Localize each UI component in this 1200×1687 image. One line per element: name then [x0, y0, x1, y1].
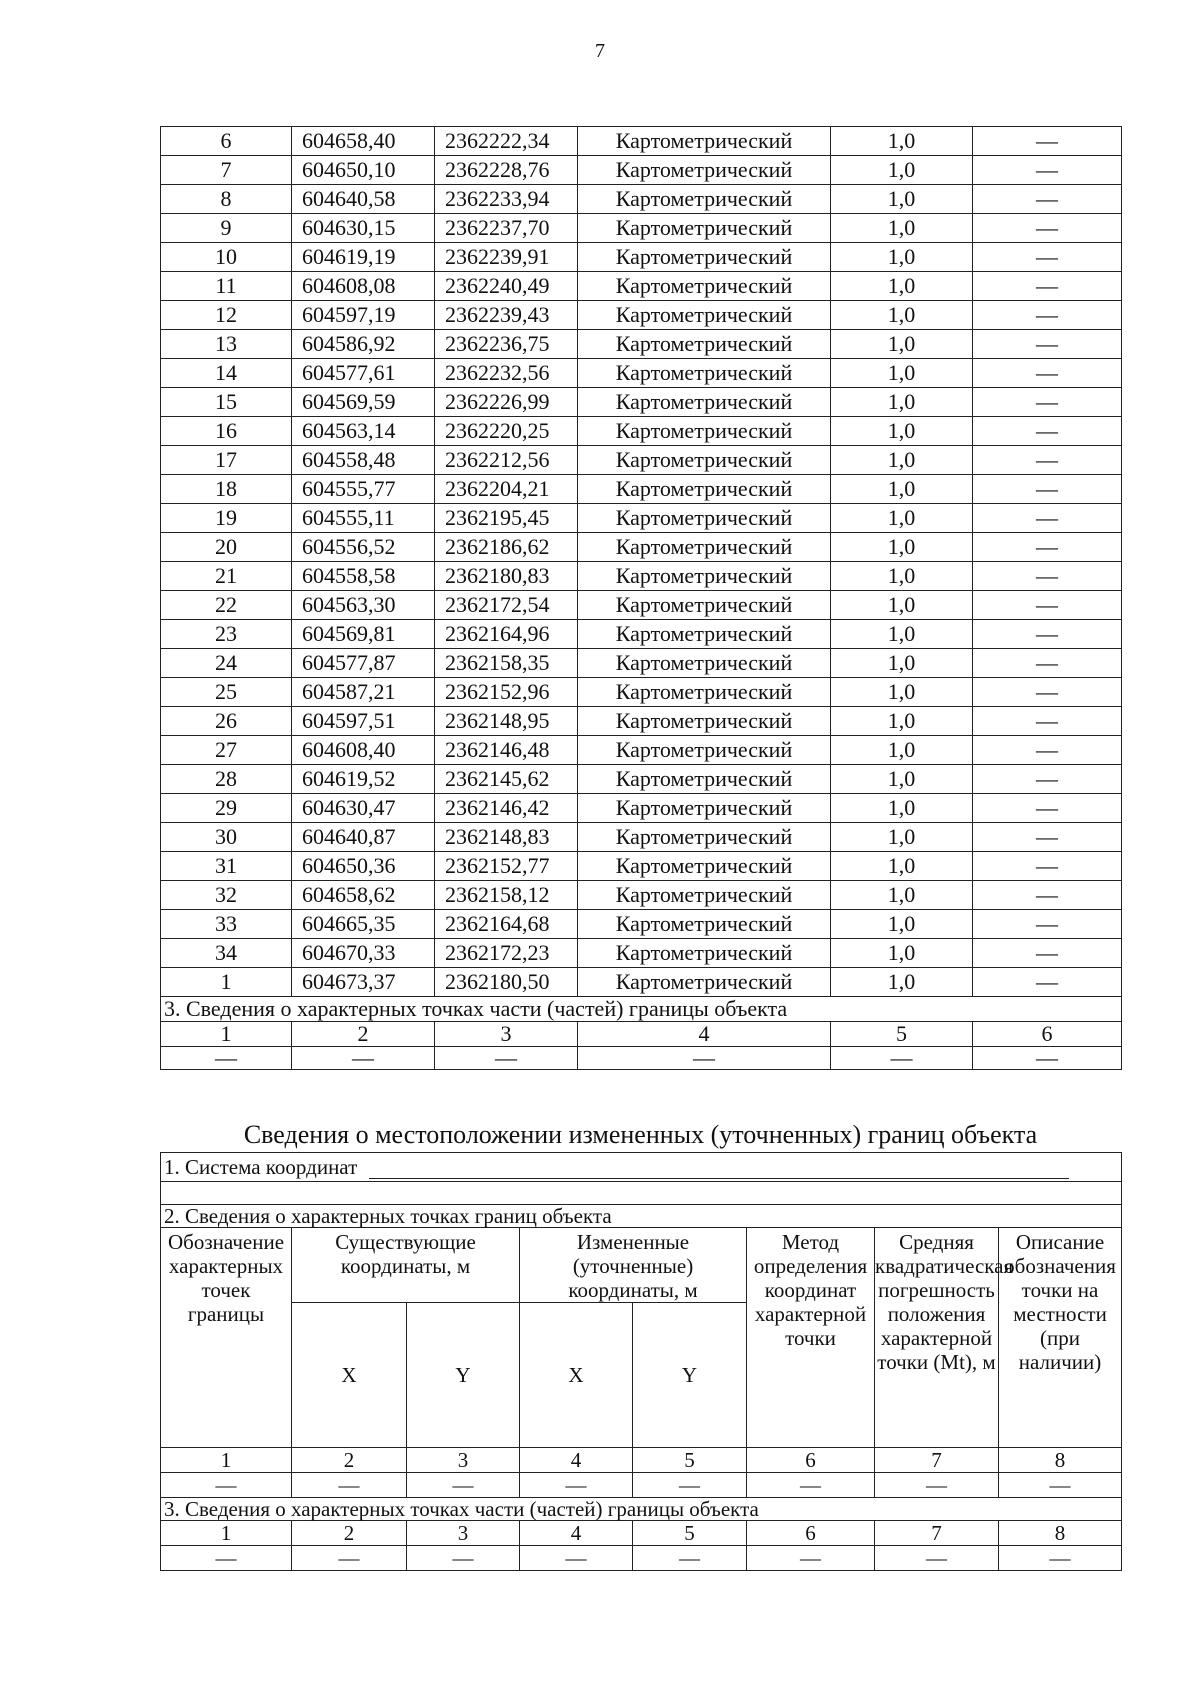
- header-method: Метод определения координат характерной точки: [747, 1228, 875, 1448]
- table-cell: 604558,58: [292, 562, 435, 591]
- table-cell: Картометрический: [578, 678, 831, 707]
- table-cell: 2362220,25: [435, 417, 578, 446]
- table-cell: 11: [161, 272, 292, 301]
- table-cell: 2362172,23: [435, 939, 578, 968]
- table-cell: —: [973, 388, 1122, 417]
- table-cell: 1,0: [831, 533, 973, 562]
- column-number: 6: [973, 1022, 1122, 1047]
- table-cell: —: [973, 475, 1122, 504]
- table-cell: 7: [161, 156, 292, 185]
- table-cell: 1,0: [831, 504, 973, 533]
- table-cell: 1,0: [831, 939, 973, 968]
- parts-section-title: 3. Сведения о характерных точках части (частей) границы объекта: [161, 997, 1122, 1022]
- table-cell: 1: [161, 968, 292, 997]
- table-cell: 9: [161, 214, 292, 243]
- table-row: [161, 330, 1122, 359]
- table-cell: 2362226,99: [435, 388, 578, 417]
- table-row: [161, 707, 1122, 736]
- page-number: 7: [595, 40, 605, 62]
- table-cell: 2362233,94: [435, 185, 578, 214]
- table-cell: 1,0: [831, 417, 973, 446]
- column-number: 2: [292, 1448, 407, 1473]
- column-number: 1: [161, 1521, 292, 1546]
- table-row: [161, 359, 1122, 388]
- header-changed-x: X: [520, 1303, 633, 1448]
- column-number: 4: [520, 1521, 633, 1546]
- table-cell: 1,0: [831, 214, 973, 243]
- table-cell: 17: [161, 446, 292, 475]
- dash-cell: —: [973, 1047, 1122, 1070]
- column-number: 3: [407, 1448, 520, 1473]
- table-cell: —: [973, 968, 1122, 997]
- table-cell: 604673,37: [292, 968, 435, 997]
- dash-cell: —: [999, 1546, 1122, 1571]
- table-cell: —: [973, 881, 1122, 910]
- dash-cell: —: [161, 1473, 292, 1498]
- table-cell: 604619,52: [292, 765, 435, 794]
- table-row: [161, 794, 1122, 823]
- table-row: [161, 736, 1122, 765]
- table-cell: 2362148,83: [435, 823, 578, 852]
- table-cell: —: [973, 794, 1122, 823]
- table-cell: 2362145,62: [435, 765, 578, 794]
- table-cell: 604670,33: [292, 939, 435, 968]
- blank-row: [161, 1182, 1122, 1205]
- table-cell: Картометрический: [578, 359, 831, 388]
- table-cell: Картометрический: [578, 214, 831, 243]
- dash-cell: —: [747, 1546, 875, 1571]
- dash-cell: —: [633, 1546, 747, 1571]
- table-cell: 1,0: [831, 591, 973, 620]
- table-row: [161, 591, 1122, 620]
- column-number: 4: [578, 1022, 831, 1047]
- table-cell: 21: [161, 562, 292, 591]
- table-cell: Картометрический: [578, 939, 831, 968]
- table-cell: 604597,19: [292, 301, 435, 330]
- table-cell: 2362180,50: [435, 968, 578, 997]
- table-row: [161, 504, 1122, 533]
- table-cell: —: [973, 330, 1122, 359]
- points-section-title: 2. Сведения о характерных точках границ объекта: [161, 1205, 1122, 1228]
- table-row: [161, 852, 1122, 881]
- table-cell: 2362232,56: [435, 359, 578, 388]
- table-cell: Картометрический: [578, 562, 831, 591]
- table-cell: 604563,30: [292, 591, 435, 620]
- column-number: 1: [161, 1448, 292, 1473]
- table-cell: 604555,11: [292, 504, 435, 533]
- table-cell: 604569,81: [292, 620, 435, 649]
- table-row: [161, 214, 1122, 243]
- table-cell: 1,0: [831, 301, 973, 330]
- table-cell: —: [973, 939, 1122, 968]
- table-cell: 23: [161, 620, 292, 649]
- table-row: [161, 475, 1122, 504]
- table-cell: Картометрический: [578, 794, 831, 823]
- table-cell: 32: [161, 881, 292, 910]
- table-cell: 1,0: [831, 243, 973, 272]
- table-cell: 2362237,70: [435, 214, 578, 243]
- table-cell: 1,0: [831, 185, 973, 214]
- table-cell: 14: [161, 359, 292, 388]
- table-cell: 604658,62: [292, 881, 435, 910]
- table-cell: 1,0: [831, 823, 973, 852]
- column-number: 6: [747, 1448, 875, 1473]
- table-row: [161, 417, 1122, 446]
- table-cell: Картометрический: [578, 504, 831, 533]
- table-cell: 1,0: [831, 446, 973, 475]
- table-row: [161, 301, 1122, 330]
- table-cell: 22: [161, 591, 292, 620]
- table-cell: Картометрический: [578, 910, 831, 939]
- column-number: 5: [633, 1521, 747, 1546]
- table-cell: 6: [161, 127, 292, 156]
- table-cell: Картометрический: [578, 533, 831, 562]
- table-cell: Картометрический: [578, 243, 831, 272]
- table-cell: Картометрический: [578, 475, 831, 504]
- table-cell: —: [973, 562, 1122, 591]
- column-number: 2: [292, 1022, 435, 1047]
- table-cell: —: [973, 301, 1122, 330]
- table-cell: 604569,59: [292, 388, 435, 417]
- table-cell: Картометрический: [578, 707, 831, 736]
- table-cell: —: [973, 243, 1122, 272]
- table-cell: —: [973, 533, 1122, 562]
- table-row: [161, 446, 1122, 475]
- table-cell: —: [973, 185, 1122, 214]
- table-cell: Картометрический: [578, 272, 831, 301]
- table-cell: 604630,15: [292, 214, 435, 243]
- dash-cell: —: [292, 1473, 407, 1498]
- boundary-points-table: [160, 126, 1122, 1070]
- table-cell: 604608,40: [292, 736, 435, 765]
- table-row: [161, 185, 1122, 214]
- table-cell: —: [973, 707, 1122, 736]
- dash-cell: —: [633, 1473, 747, 1498]
- table-cell: 1,0: [831, 359, 973, 388]
- table-cell: 1,0: [831, 852, 973, 881]
- dash-cell: —: [875, 1473, 999, 1498]
- table-row: [161, 823, 1122, 852]
- table-cell: 2362158,12: [435, 881, 578, 910]
- table-cell: Картометрический: [578, 388, 831, 417]
- column-number: 7: [875, 1448, 999, 1473]
- table-cell: Картометрический: [578, 968, 831, 997]
- table-cell: 28: [161, 765, 292, 794]
- table-cell: —: [973, 591, 1122, 620]
- table-cell: 2362204,21: [435, 475, 578, 504]
- table-cell: —: [973, 678, 1122, 707]
- table-cell: 604556,52: [292, 533, 435, 562]
- table-row: [161, 533, 1122, 562]
- table-cell: —: [973, 620, 1122, 649]
- table-cell: 27: [161, 736, 292, 765]
- dash-cell: —: [407, 1473, 520, 1498]
- table-cell: 13: [161, 330, 292, 359]
- table-cell: 2362164,68: [435, 910, 578, 939]
- table-cell: 2362158,35: [435, 649, 578, 678]
- table-cell: 604586,92: [292, 330, 435, 359]
- table-cell: 2362164,96: [435, 620, 578, 649]
- table-cell: Картометрический: [578, 852, 831, 881]
- column-number: 5: [633, 1448, 747, 1473]
- table-row: [161, 562, 1122, 591]
- table-cell: Картометрический: [578, 736, 831, 765]
- table-cell: 604555,77: [292, 475, 435, 504]
- dash-cell: —: [999, 1473, 1122, 1498]
- table-cell: 604650,36: [292, 852, 435, 881]
- table-cell: —: [973, 156, 1122, 185]
- column-number: 3: [435, 1022, 578, 1047]
- coordinate-system-label: 1. Система координат: [164, 1155, 358, 1179]
- table-cell: 604658,40: [292, 127, 435, 156]
- dash-cell: —: [161, 1546, 292, 1571]
- table-cell: 604577,61: [292, 359, 435, 388]
- table-cell: 604650,10: [292, 156, 435, 185]
- table-cell: —: [973, 736, 1122, 765]
- table-cell: Картометрический: [578, 591, 831, 620]
- table-cell: —: [973, 765, 1122, 794]
- dash-cell: —: [435, 1047, 578, 1070]
- dash-cell: —: [875, 1546, 999, 1571]
- table-row: [161, 620, 1122, 649]
- table-cell: 2362222,34: [435, 127, 578, 156]
- table-cell: —: [973, 446, 1122, 475]
- table-cell: 1,0: [831, 620, 973, 649]
- header-existing: Существующие координаты, м: [292, 1228, 520, 1303]
- table-cell: 1,0: [831, 794, 973, 823]
- table-cell: —: [973, 649, 1122, 678]
- table-cell: Картометрический: [578, 417, 831, 446]
- table-cell: 2362186,62: [435, 533, 578, 562]
- table-cell: 604630,47: [292, 794, 435, 823]
- table-cell: Картометрический: [578, 185, 831, 214]
- table-cell: —: [973, 910, 1122, 939]
- dash-cell: —: [831, 1047, 973, 1070]
- table-cell: 2362240,49: [435, 272, 578, 301]
- table-row: [161, 881, 1122, 910]
- table-cell: 20: [161, 533, 292, 562]
- table-cell: Картометрический: [578, 881, 831, 910]
- table-cell: 1,0: [831, 678, 973, 707]
- header-designation: Обозначение характерных точек границы: [161, 1228, 292, 1448]
- table-cell: 1,0: [831, 968, 973, 997]
- table-cell: 2362146,42: [435, 794, 578, 823]
- coordinate-system-blank: [369, 1160, 1069, 1179]
- table-cell: Картометрический: [578, 301, 831, 330]
- table-cell: —: [973, 214, 1122, 243]
- table-cell: 604587,21: [292, 678, 435, 707]
- section-title: Сведения о местоположении измененных (уточненных) границ объекта: [243, 1120, 1038, 1149]
- table-cell: 16: [161, 417, 292, 446]
- table-cell: 33: [161, 910, 292, 939]
- table-cell: 2362239,91: [435, 243, 578, 272]
- table-cell: 10: [161, 243, 292, 272]
- table-cell: 604619,19: [292, 243, 435, 272]
- table-cell: 2362236,75: [435, 330, 578, 359]
- table-cell: 1,0: [831, 127, 973, 156]
- header-mt: Средняя квадратическая погрешность положения характерной точки (Mt), м: [875, 1228, 999, 1448]
- dash-cell: —: [520, 1546, 633, 1571]
- table-cell: 30: [161, 823, 292, 852]
- table-cell: 18: [161, 475, 292, 504]
- column-number: 8: [999, 1521, 1122, 1546]
- table-row: [161, 649, 1122, 678]
- table-cell: 2362172,54: [435, 591, 578, 620]
- table-cell: 1,0: [831, 562, 973, 591]
- table-cell: 1,0: [831, 330, 973, 359]
- table-cell: 2362195,45: [435, 504, 578, 533]
- dash-cell: —: [407, 1546, 520, 1571]
- table-cell: 8: [161, 185, 292, 214]
- table-cell: 1,0: [831, 649, 973, 678]
- table-cell: —: [973, 417, 1122, 446]
- header-changed-y: Y: [633, 1303, 747, 1448]
- column-number: 7: [875, 1521, 999, 1546]
- column-number: 1: [161, 1022, 292, 1047]
- table-cell: 2362239,43: [435, 301, 578, 330]
- table-cell: 31: [161, 852, 292, 881]
- table-cell: 1,0: [831, 736, 973, 765]
- table-row: [161, 127, 1122, 156]
- column-number: 3: [407, 1521, 520, 1546]
- table-cell: 2362228,76: [435, 156, 578, 185]
- table-cell: 19: [161, 504, 292, 533]
- table-cell: Картометрический: [578, 156, 831, 185]
- table-row: [161, 910, 1122, 939]
- column-number: 8: [999, 1448, 1122, 1473]
- table-cell: —: [973, 504, 1122, 533]
- table-row: [161, 678, 1122, 707]
- table-row: [161, 968, 1122, 997]
- table-cell: 1,0: [831, 156, 973, 185]
- table-cell: Картометрический: [578, 330, 831, 359]
- table-cell: 26: [161, 707, 292, 736]
- changed-boundaries-table: [160, 1152, 1122, 1571]
- table-cell: 12: [161, 301, 292, 330]
- table-cell: 2362152,77: [435, 852, 578, 881]
- column-number: 2: [292, 1521, 407, 1546]
- table-cell: 2362152,96: [435, 678, 578, 707]
- table-cell: 604597,51: [292, 707, 435, 736]
- table-cell: 15: [161, 388, 292, 417]
- table-cell: 1,0: [831, 388, 973, 417]
- table-cell: 29: [161, 794, 292, 823]
- table-cell: 2362146,48: [435, 736, 578, 765]
- table-cell: 1,0: [831, 272, 973, 301]
- table-row: [161, 272, 1122, 301]
- table-cell: 1,0: [831, 707, 973, 736]
- table-cell: Картометрический: [578, 649, 831, 678]
- table-cell: 2362212,56: [435, 446, 578, 475]
- table-cell: 604640,87: [292, 823, 435, 852]
- table-cell: Картометрический: [578, 765, 831, 794]
- table-cell: 604558,48: [292, 446, 435, 475]
- column-number: 4: [520, 1448, 633, 1473]
- header-existing-x: X: [292, 1303, 407, 1448]
- table-cell: Картометрический: [578, 823, 831, 852]
- table-cell: 24: [161, 649, 292, 678]
- dash-cell: —: [161, 1047, 292, 1070]
- table-row: [161, 243, 1122, 272]
- table-cell: —: [973, 272, 1122, 301]
- table-row: [161, 156, 1122, 185]
- table-cell: —: [973, 359, 1122, 388]
- table-cell: Картометрический: [578, 446, 831, 475]
- header-existing-y: Y: [407, 1303, 520, 1448]
- table-cell: Картометрический: [578, 127, 831, 156]
- table-cell: 604577,87: [292, 649, 435, 678]
- table-cell: 604608,08: [292, 272, 435, 301]
- table-cell: —: [973, 852, 1122, 881]
- dash-cell: —: [747, 1473, 875, 1498]
- table-cell: 604665,35: [292, 910, 435, 939]
- header-changed: Измененные (уточненные) координаты, м: [520, 1228, 747, 1303]
- table-cell: 1,0: [831, 765, 973, 794]
- header-description: Описание обозначения точки на местности (при наличии): [999, 1228, 1122, 1448]
- table-cell: 604563,14: [292, 417, 435, 446]
- dash-cell: —: [578, 1047, 831, 1070]
- dash-cell: —: [520, 1473, 633, 1498]
- coordinate-system-row: [161, 1153, 1122, 1182]
- table-cell: 2362180,83: [435, 562, 578, 591]
- table-cell: 25: [161, 678, 292, 707]
- table-cell: Картометрический: [578, 620, 831, 649]
- table-row: [161, 765, 1122, 794]
- dash-cell: —: [292, 1546, 407, 1571]
- column-number: 6: [747, 1521, 875, 1546]
- parts-section-title: 3. Сведения о характерных точках части (частей) границы объекта: [161, 1498, 1122, 1521]
- table-cell: —: [973, 127, 1122, 156]
- dash-cell: —: [292, 1047, 435, 1070]
- table-row: [161, 388, 1122, 417]
- table-cell: 1,0: [831, 475, 973, 504]
- column-number: 5: [831, 1022, 973, 1047]
- table-cell: 1,0: [831, 881, 973, 910]
- table-cell: 34: [161, 939, 292, 968]
- table-row: [161, 939, 1122, 968]
- table-cell: 1,0: [831, 910, 973, 939]
- table-cell: 604640,58: [292, 185, 435, 214]
- table-cell: —: [973, 823, 1122, 852]
- table-cell: 2362148,95: [435, 707, 578, 736]
